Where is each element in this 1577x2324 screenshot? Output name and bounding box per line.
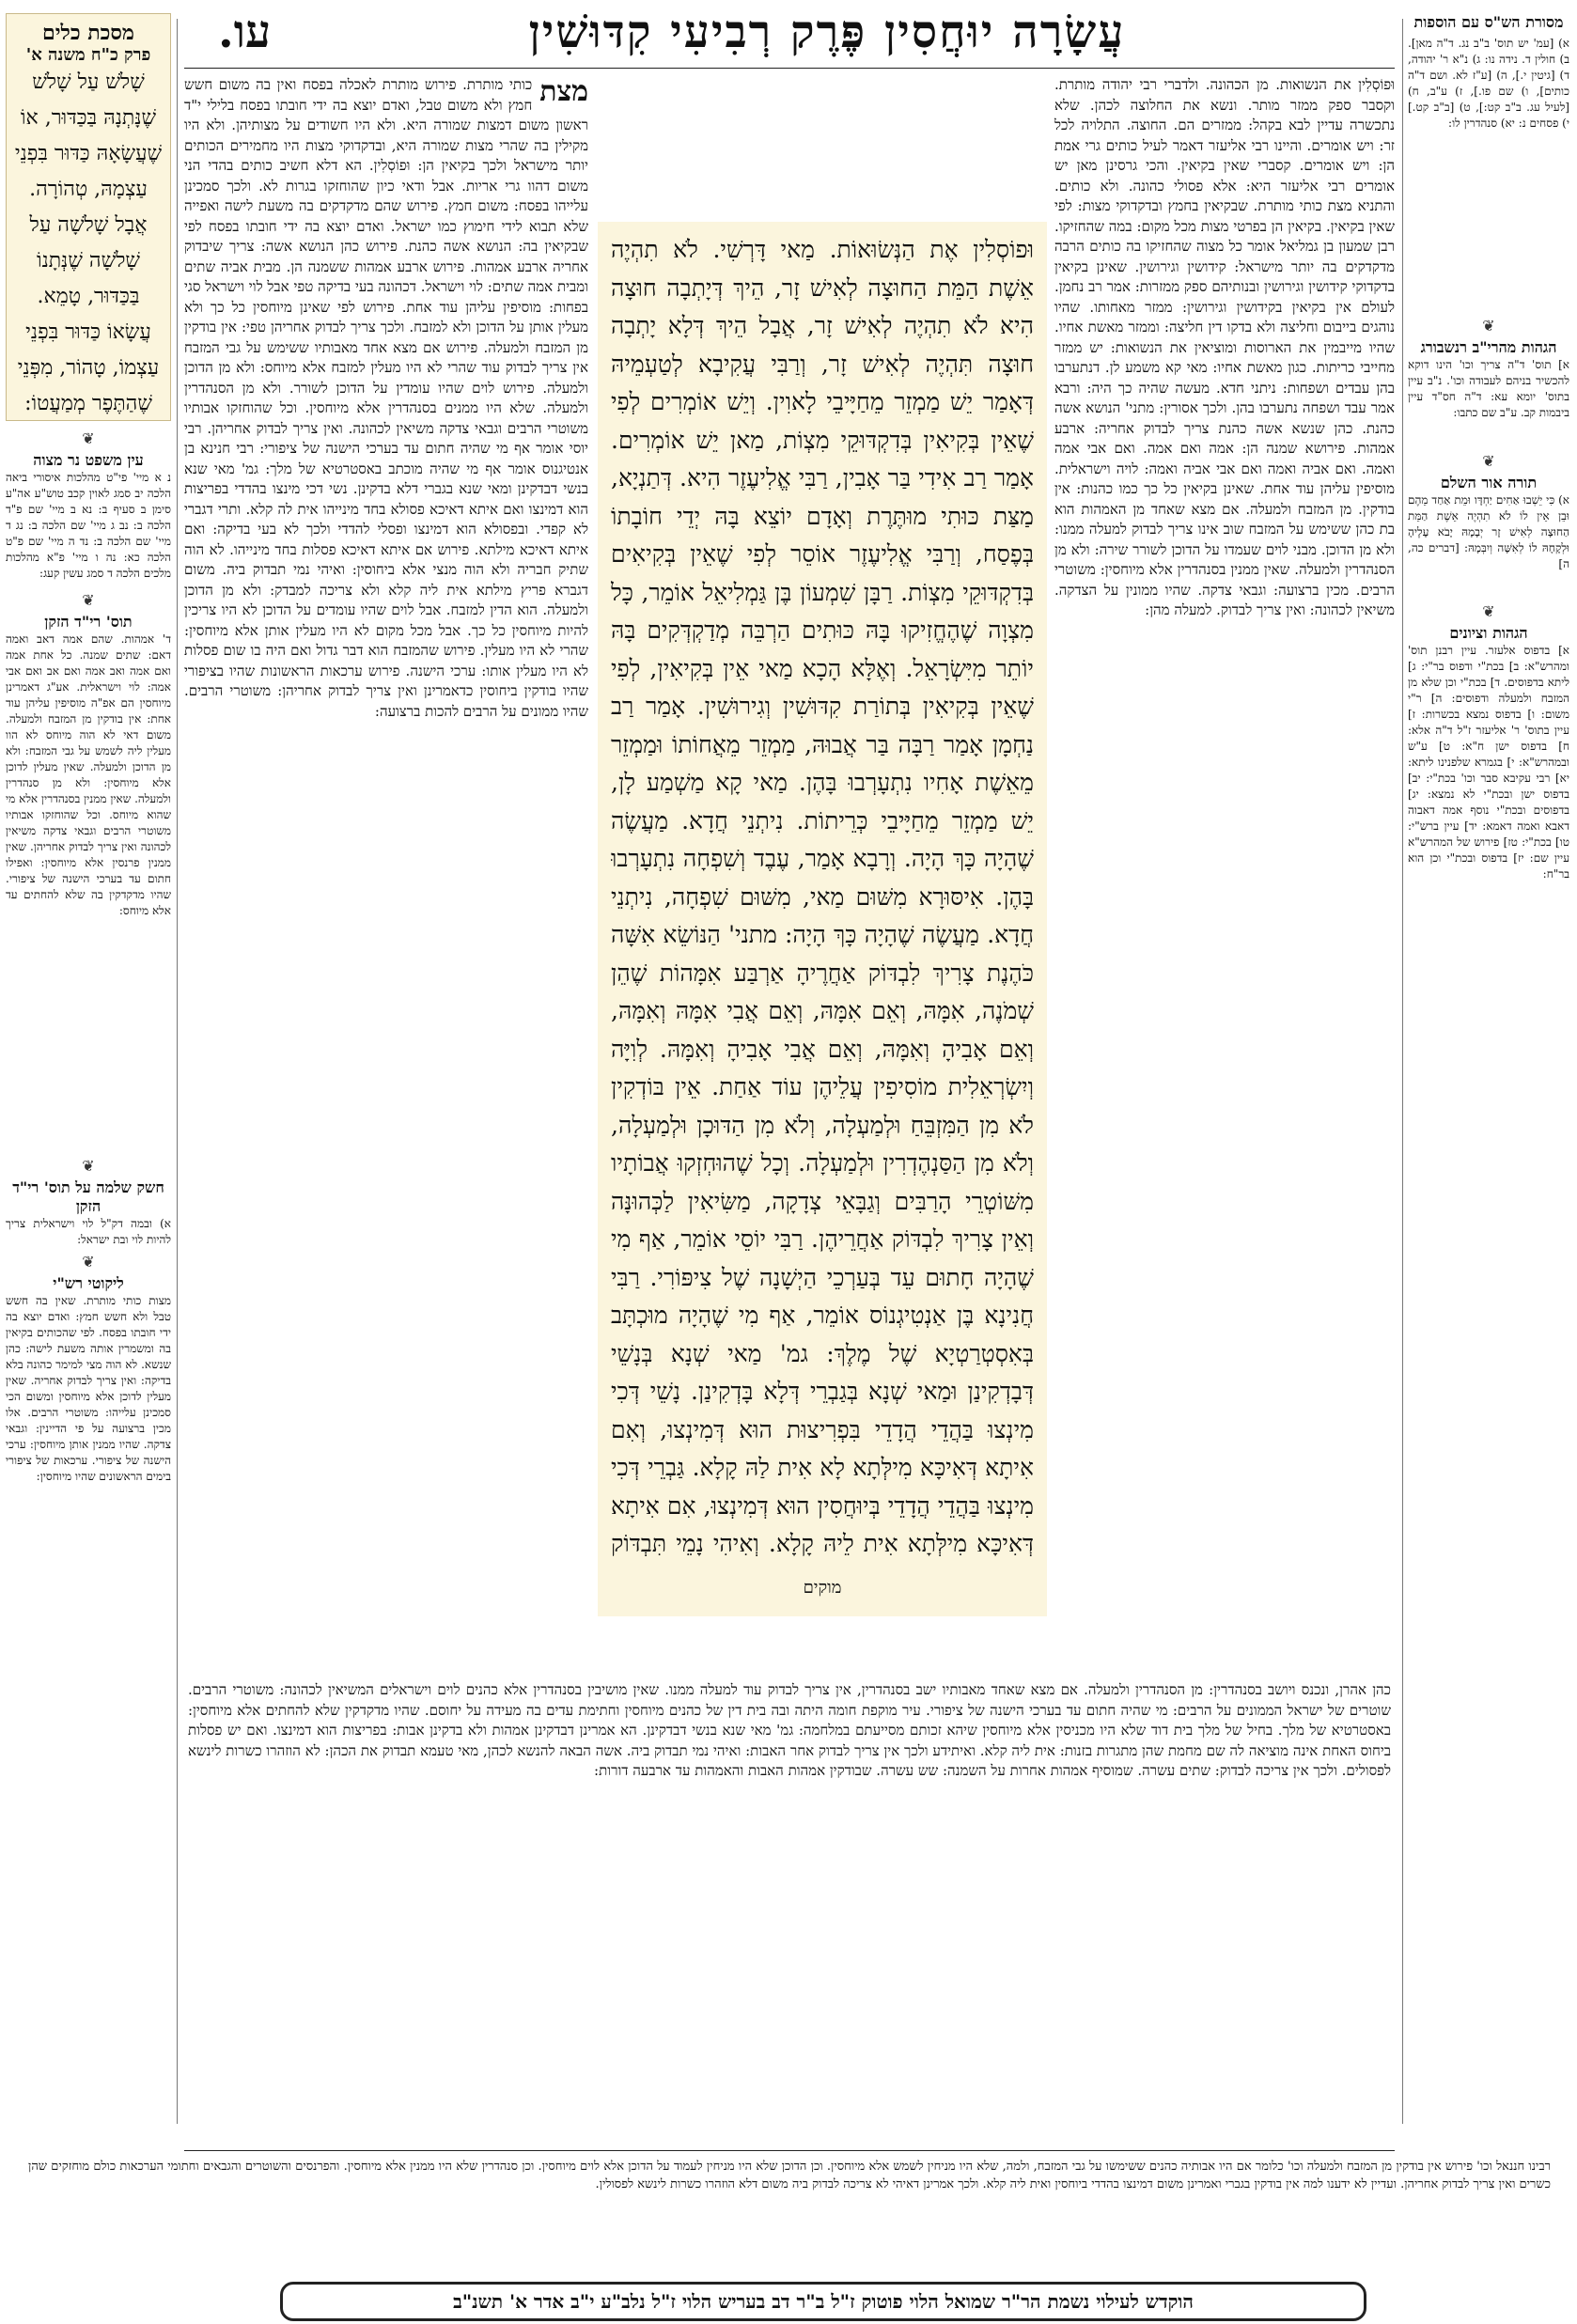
ornament-divider: ❦ — [1482, 602, 1495, 620]
likutei-rashi-body: מצות כותי מותרת. שאין בה חשש טבל ולא חשש חמץ: ואדם יוצא בה ידי חובתו בפסח. לפי שהכותים בקיאין בה ומשמרין אותה משעת לישה: כהן שנשא. לא הוה מצי למימר כהונה בלא בדיקה: ואין צריך לבדוק אחריה. שאין מעלין לדוכן אלא מיוחסין ומשום הכי סמכינן עלייהו: משוטרי הרבים. אלו מכין ברצועה על פי הדיינין: וגבאי צדקה. שהיו ממנין אותן מיוחסין: ערכי הישנה של ציפורי. ערכאות של ציפורי בימים הראשונים שהיו מיוחסין: — [6, 1294, 171, 1483]
choshen-shlomo-body: א) ובמה דק"ל לוי וישראלית צריך להיות לוי ובת ישראל: — [6, 1217, 171, 1246]
torah-or-body: א) כִּי יֵשְׁבוּ אַחִים יַחְדָּו וּמֵת אַחַד מֵהֶם וּבֵן אֵין לוֹ לֹא תִהְיֶה אֵשֶׁת הַמֵּת הַחוּצָה לְאִישׁ זָר יְבָמָהּ יָבֹא עָלֶיהָ וּלְקָחָהּ לוֹ לְאִשָּׁה וְיִבְּמָהּ: [דברים כה, ה] — [1408, 493, 1569, 570]
dedication-footer: הוקדש לעילוי נשמת הר"ר שמואל הלוי פוטוק ז"ל ב"ר דב בעריש הלוי ז"ל נלב"ע י"ב אדר א' תשנ"ב — [280, 2282, 1366, 2321]
rashi-commentary: וּפוֹסְלִין את הנשואות. מן הכהונה. ולדברי רבי יהודה מותרת. וקסבר ספק ממזר מותר. ונשא את החלוצה לכהן. שלא נתכשרה עדיין לבא בקהל: ממזרים הם. החוצה. התלויה לכל זר: ויש אומרים. והיינו רבי אליעזר דאמר לעיל כותים גרי אמת הן: ויש אומרים. קסברי שאין בקיאין. והכי גרסינן מאן יש אומרים רבי אליעזר היא: אלא פסולי כהונה. ולא כותים. והתניא מצת כותי מותרת. שבקיאין בחמץ ובדקדוקי מצות: לפי שאין בקיאין. בקיאין הן בפרטי מצות מכל מקום: במה שהחזיקו. רבן שמעון בן גמליאל אומר כל מצוה שהחזיקו בה כותים הרבה מדקדקים בה יותר מישראל: קידושין וגירושין. שאינן בקיאין בדקדוקי קידושין וגירושין ובנותיהם ספק ממזרות: אמר רב נחמן. לעולם אין בקיאין בקידושין וגירושין: ממזר מאחותו. שהיו נוהגים בייבום וחליצה ולא בדקו דין חליצה: וממזר מאשת אחיו. שהיו מייבמין את הארוסות ומוציאין את הנשואות: יש ממזר מחייבי כריתות. כגון מאשת אחיו: מאי קא משמע לן. דנתערבו בהן עבדים ושפחות: ניתני חדא. מעשה שהיה כך היה: ורבא אמר עבד ושפחה נתערבו בהן. ולכך אסורין: מתני' הנושא אשה כהנת. כהן שנשא אשה כהנת צריך לבדוק אחריה: ארבע אמהות. פירושא שמנה הן: אמה ואם אמה. ואם אבי אמה ואמה. ואם אביה ואמה ואם אבי אביה ואמה: לויה וישראלית. מוסיפין עליהן עוד אחת. שאינן בקיאין כל כך כמו כהנות: אין בודקין. מן המזבח ולמעלה. אם מצא שאחד מן האמהות הוא בת כהן ששימש על המזבח שוב אינו צריך לבדוק למעלה ממנו: ולא מן הדוכן. מבני לוים שעמדו על הדוכן לשורר שירה: ולא מן הסנהדרין ולמעלה. שאין ממנין בסנהדרין אלא מיוחסין: משוטרי הרבים. מכין ברצועה: וגבאי צדקה. שהיו ממונין על הצדקה. משיאין לכהונה: ואין צריך לבדוק. למעלה מהן: — [1054, 76, 1395, 618]
notes-rule — [184, 2150, 1395, 2151]
likutei-rashi-title: ליקוטי רש"י — [53, 1274, 124, 1292]
tosfot-rid-section — [6, 613, 171, 1158]
gemara-body: וּפוֹסְלִין אֶת הַנְּשׂוּאוֹת. מַאי דָּרְשִׁי. לֹא תִהְיֶה אֵשֶׁת הַמֵּת הַחוּצָה לְאִישׁ זָר, הֵיךְ דְּיָתְבָה חוּצָה הִיא לֹא תִהְיֶה לְאִישׁ זָר, אֲבָל הֵיךְ דְּלָא יָתְבָה חוּצָה תִּהְיֶה לְאִישׁ זָר, וְרַבִּי עֲקִיבָא לְטַעְמֵיהּ דְּאָמַר יֵשׁ מַמְזֵר מֵחַיָּיבֵי לָאוִין. וְיֵשׁ אוֹמְרִים לְפִי שֶׁאֵין בְּקִיאִין בְּדִקְדּוּקֵי מִצְוֹת, מַאן יֵשׁ אוֹמְרִים. אָמַר רַב אִידִי בַּר אָבִין, רַבִּי אֱלִיעֶזֶר הִיא. דְּתַנְיָא, מַצַּת כּוּתִי מוּתֶּרֶת וְאָדָם יוֹצֵא בָּהּ יְדֵי חוֹבָתוֹ בְּפֶסַח, וְרַבִּי אֱלִיעֶזֶר אוֹסֵר לְפִי שֶׁאֵין בְּקִיאִים בְּדִקְדּוּקֵי מִצְוֹת. רַבָּן שִׁמְעוֹן בֶּן גַּמְלִיאֵל אוֹמֵר, כָּל מִצְוָה שֶׁהֶחֱזִיקוּ בָּהּ כּוּתִים הַרְבֵּה מְדַקְדְּקִים בָּהּ יוֹתֵר מִיִּשְׂרָאֵל. וְאֶלָּא הָכָא מַאי אֵין בְּקִיאִין, לְפִי שֶׁאֵין בְּקִיאִין בְּתוֹרַת קִדּוּשִׁין וְגִירוּשִׁין. אָמַר רַב נַחְמָן אָמַר רַבָּה בַּר אֲבוּהּ, מַמְזֵר מֵאֲחוֹתוֹ וּמַמְזֵר מֵאֵשֶׁת אָחִיו נִתְעָרְבוּ בָּהֶן. מַאי קָא מַשְׁמַע לָן, יֵשׁ מַמְזֵר מֵחַיָּיבֵי כְּרֵיתוֹת. נִיתְנֵי חֲדָא. מַעֲשֶׂה שֶׁהָיָה כָּךְ הָיָה. וְרָבָא אָמַר, עֶבֶד וְשִׁפְחָה נִתְעָרְבוּ בָּהֶן. אִיסּוּרָא מִשּׁוּם מַאי, מִשּׁוּם שִׁפְחָה, נִיתְנֵי חֲדָא. מַעֲשֶׂה שֶׁהָיָה כָּךְ הָיָה: מתני' הַנּוֹשֵׂא אִשָּׁה כֹּהֶנֶת צָרִיךְ לִבְדּוֹק אַחֲרֶיהָ אַרְבַּע אִמָּהוֹת שֶׁהֵן שְׁמֹנֶה, אִמָּהּ, וְאֵם אִמָּהּ, וְאֵם אֲבִי אִמָּהּ וְאִמָּהּ, וְאֵם אָבִיהָ וְאִמָּהּ, וְאֵם אֲבִי אָבִיהָ וְאִמָּהּ. לְוִיָּה וְיִשְׂרְאֵלִית מוֹסִיפִין עֲלֵיהֶן עוֹד אַחַת. אֵין בּוֹדְקִין לֹא מִן הַמִּזְבֵּחַ וּלְמַעְלָה, וְלֹא מִן הַדּוּכָן וּלְמַעְלָה, וְלֹא מִן הַסַּנְהֶדְרִין וּלְמַעְלָה. וְכָל שֶׁהוּחְזְקוּ אֲבוֹתָיו מִשּׁוֹטְרֵי הָרַבִּים וְגַבָּאֵי צְדָקָה, מַשִּׂיאִין לַכְּהוּנָּה וְאֵין צָרִיךְ לִבְדּוֹק אַחֲרֵיהֶן. רַבִּי יוֹסֵי אוֹמֵר, אַף מִי שֶׁהָיָה חָתוּם עֵד בְּעַרְכֵי הַיְשָׁנָה שֶׁל צִיפּוֹרִי. רַבִּי חֲנִינָא בֶּן אַנְטִיגְנוֹס אוֹמֵר, אַף מִי שֶׁהָיָה מוּכְתָּב בְּאִסְטְרַטְיָא שֶׁל מֶלֶךְ: גמ' מַאי שְׁנָא בְּנָשֵׁי דְּבָדְקִינַן וּמַאי שְׁנָא בְּגַבְרֵי דְּלָא בָּדְקִינַן. נָשֵׁי דְּכִי מִינְצוּ בַּהֲדֵי הֲדָדֵי בִּפְרִיצוּת הוּא דְּמִינְצוּ, וְאִם אִיתָא דְּאִיכָּא מִילְּתָא לָא אִית לַהּ קָלָא. גַּבְרֵי דְּכִי מִינְצוּ בַּהֲדֵי הֲדָדֵי בְּיוּחֲסִין הוּא דְּמִינְצוּ, אִם אִיתָא דְּאִיכָּא מִילְּתָא אִית לֵיהּ קָלָא. וְאִיהִי נָמֵי תִּבְדּוֹק — [611, 236, 1034, 1557]
hagahot-maharib-section — [1408, 338, 1569, 453]
kelim-title: מסכת כלים — [42, 21, 134, 45]
ornament-divider: ❦ — [82, 1253, 95, 1271]
right-margin-column — [1408, 13, 1569, 1075]
gemara-main-text — [598, 222, 1047, 1616]
kelim-subtitle: פרק כ"ח משנה א' — [25, 45, 151, 65]
ornament-divider: ❦ — [82, 591, 95, 609]
page-title: עֲשָׂרָה יוּחֲסִין פֶּרֶק רְבִיעִי קִדּוּשִׁין — [528, 6, 1126, 58]
left-margin-divider — [177, 19, 178, 2124]
folio-number: עו. — [218, 6, 272, 58]
masoret-hashas-section — [1408, 13, 1569, 318]
ein-mishpat-body: נ א מיי' פי"ט מהלכות איסורי ביאה הלכה יב סמג לאוין קכב טוש"ע אה"ע סימן ב סעיף ב: נא ב מיי' שם פ"ד הלכה ב: נב ג מיי' שם הלכה ב: נג ד מיי' שם הלכה ב: נד ה מיי' שם פ"ט הלכה כא: נה ו מיי' פ"א מהלכות מלכים הלכה ד סמג עשין קעג: — [6, 471, 171, 580]
hagahot-maharib-title: הגהות מהרי"ב רנשבורג — [1420, 338, 1557, 356]
bottom-notes: רבינו חננאל וכו' פירוש אין בודקין מן המזבח ולמעלה וכו' כלומר אם היו אבותיה כהנים ששימשו על גבי המזבח, ולמה, שלא היו מניחין לשמש אלא מיוחסין. וכן הדוכן שלא היו מניחין לעמוד על הדוכן אלא לוים מיוחסין. וכן סנהדרין שלא היו ממנין אלא מיוחסין. והפרנסים והשוטרים והגבאים וחתומי הערכאות כולם מוחזקים שהן כשרים ואין צריך לבדוק אחריהן. ועדיין לא ידענו למה אין בודקין בגברי ואמרינן משום דמינצו בהדדי ביוחסין ואית ליה קלא. ולכך אמרינן דאיהי לא צריכה לבדוק ביה משום דלא הוזהרו כשרות לינשא לפסולין. — [28, 2160, 1551, 2191]
hagahot-ziyunim-title: הגהות וציונים — [1449, 624, 1528, 642]
header-rule — [184, 68, 1395, 69]
kelim-body: שָׁלֹשׁ עַל שָׁלֹשׁ שֶׁנָּתְנָהּ בַּכַּדּוּר, אוֹ שֶׁעֲשָׂאָהּ כַּדּוּר בִּפְנֵי עַצְמָהּ, טְהוֹרָה. אֲבָל שָׁלֹשָׁה עַל שָׁלֹשָׁה שֶׁנְּתָנוֹ בַּכַּדּוּר, טָמֵא. עֲשָׂאוֹ כַּדּוּר בִּפְנֵי עַצְמוֹ, טָהוֹר, מִפְּנֵי שֶׁהַתֶּפֶר מְמַעֲטוֹ: — [14, 70, 163, 415]
hagahot-ziyunim-section — [1408, 624, 1569, 1056]
likutei-rashi-section — [6, 1274, 171, 1970]
choshen-shlomo-title: חשק שלמה על תוס' רי"ד הזקן — [12, 1178, 164, 1215]
choshen-shlomo-section — [6, 1178, 171, 1254]
ein-mishpat-section — [6, 451, 171, 592]
page-header — [0, 0, 1577, 68]
gemara-catchword: מוקים — [803, 1578, 842, 1598]
tosafot-body: כותי מותרת. פירוש מותרת לאכלה בפסח ואין בה משום חשש חמץ ולא משום טבל, ואדם יוצא בה ידי חובתו בפסח בלילי י"ד ראשון משום דמצות שמורה היא. ולא היו חשודים על מצותיהן. ולא היו מקילין בה שהרי מצות שמורה היא, ובדקדוקי מצות היו מחמירים הכותים יותר מישראל ולכך בקיאין הן: וּפוֹסְלִין. הא דלא חשיב כותים בהדי הני משום דהוו גרי אריות. אבל ודאי כיון שהוחזקו בגרות לא. ולכך סמכינן עלייהו בפסח: משום חמץ. פירוש שהם מדקדקים בה משעת לישה ואפייה שלא תבוא לידי חימוץ כמו ישראל. ואדם יוצא בה ידי חובתו בפסח לפי שבקיאין בה: הנושא אשה כהנת. פירוש כהן הנושא אשה: צריך שיבדוק אחריה ארבע אמהות. פירוש ארבע אמהות ששמנה הן. מבית אביה שתים ומבית אמה שתים: לוי וישראל. דכהונה בעי בדיקה טפי אבל לוי וישראל סגי בפחות: מוסיפין עליהן עוד אחת. פירוש לפי שאינן מיוחסין כל כך ולא מעלין אותן על הדוכן ולא למזבח. ולכך צריך לבדוק אחריהן טפי: אין בודקין מן המזבח ולמעלה. פירוש אם מצא אחד מאבותיו ששימש על גבי המזבח אין צריך לבדוק עוד שהרי לא היו מעלין למזבח אלא מיוחס: ולא מן הדוכן ולמעלה. פירוש לוים שהיו עומדין על הדוכן לשורר. ולא מן הסנהדרין ולמעלה. שלא היו ממנים בסנהדרין אלא מיוחסין. וכל שהוחזקו אבותיו משוטרי הרבים וגבאי צדקה משיאין לכהונה. ואין צריך לבדוק אחריהן. רבי יוסי אומר אף מי שהיה חתום עד בערכי הישנה של ציפורי: רבי חנינא בן אנטיגנוס אומר אף מי שהיה מוכתב באסטרטיא של מלך: גמ' מאי שנא בנשי דבדקינן ומאי שנא בגברי דלא בדקינן. נשי דכי מינצו בהדדי בפריצות הוא דמינצו ואם איתא דאיכא פסולא בחד מינייהו אית לה קלא. ותרי דגברי לא קפדי. ובפסולא הוא דמינצו ופסלי להדדי ולכך לא בעי בדיקה: ואם איתא דאיכא מילתא. פירוש אם איתא דאיכא פסלות בחד מינייהו. לא הוה שתיק חבריה ולא הוה מנצי אלא ביחוסין: ואיהי נמי תבדוק ביה. משום דגברא פריץ מילתא אית ליה קלא ולא צריכה למבדק: ולא מן הדוכן ולמעלה. הוא הדין למזבח. אבל לוים שהיו עומדים על הדוכן לא היו צריכין להיות מיוחסין כל כך. אבל מכל מקום לא היו מעלין אותן אלא מיוחסין: שהרי לא היו מעלין. פירוש שהמזבח הוא דבר גדול ואם היה בו שום פסלות לא היו מעלין אותו: ערכי הישנה. פירוש ערכאות הראשונות שהיו בציפורי שהיו בודקין ביחוסין כדאמרינן ואין צריך לבדוק אחריהן: משוטרי הרבים. שהיו ממונים על הרבים להכות ברצועה: — [184, 76, 588, 720]
ornament-divider: ❦ — [82, 1157, 95, 1175]
masoret-body: א) [עמ' יש תוס' ב"ב נג. ד"ה מאן]. ב) חולין ד. נידה נו: ג) נ"א ר' יהודה, ד) [גיטין י.], ה) [ע"ז לא. ושם ד"ה כותים], ו) שם פו.], ז) ע"ב, ח) [לעיל עג. ב"ב קט:], ט) [ב"ב קט.] י) פסחים נ: יא) סנהדרין לו: — [1408, 37, 1569, 130]
ornament-divider: ❦ — [1482, 317, 1495, 335]
right-margin-divider — [1402, 19, 1403, 2124]
masoret-title: מסורת הש"ס עם הוספות — [1413, 13, 1564, 31]
left-margin-column — [6, 13, 171, 2081]
tosfot-rid-body: ד' אמהות. שהם אמה דאב ואמה דאם: שתים שמנה. כל אחת אמה ואם אמה ואב אמה ואם אב ואם אבי אמה: לוי וישראלית. אע"ג דאמרינן מיוחסין הם אפ"ה מוסיפין עליהן עוד אחת: אין בודקין מן המזבח ולמעלה. משום דאי לא הוה מיוחס לא הוו מעלין ליה לשמש על גבי המזבח: ולא מן הדוכן ולמעלה. שאין מעלין לדוכן אלא מיוחסין: ולא מן סנהדרין ולמעלה. שאין ממנין בסנהדרין אלא מי שהוא מיוחס. וכל שהוחזקו אבותיו משוטרי הרבים וגבאי צדקה משיאין לכהונה ואין צריך לבדוק אחריהן. שאין ממנין פרנסין אלא מיוחסין: ואפילו חתום עד בערכי הישנה של ציפורי. שהיו מדקדקין בה שלא להחתים עד אלא מיוחס: — [6, 632, 171, 917]
hagahot-ziyunim-body: א] בדפוס אלעזר. עיין רבנן תוס' ומהרש"א: ב] בכת"י ודפוס בר"י: ג] ליתא בדפוסים. ד] בכת"י וכן שלא מן המזבח ולמעלה ודפוסים: ה] ר"י משום: ו] בדפוס נמצא בכשרות: ז] עיין בתוס' ר' אליעזר ז"ל ד"ה אלא: ח] בדפוס ישן ח"א: ט] ע"ש ובמהרש"א: י] בגמרא שלפנינו ליתא: יא] רבי עקיבא סבר וכו' בכת"י: יב] בדפוס ישן ובכת"י לא נמצא: יג] בדפוסים ובכת"י נוסף אמה דאבוה דאבא ואמה דאמא: יד] עיין ברש"י: טו] בכת"י: טז] פירוש של המהרש"א עיין שם: יז] בדפוס ובכת"י וכן הוא בר"ח: — [1408, 644, 1569, 881]
kelim-mishnah-box — [6, 13, 171, 421]
tosafot-dibur-hamatchil: מצת — [539, 75, 588, 108]
ein-mishpat-title: עין משפט נר מצוה — [33, 451, 144, 469]
torah-or-title: תורה אור השלם — [1440, 474, 1538, 491]
ornament-divider: ❦ — [82, 429, 95, 447]
tosfot-rid-title: תוס' רי"ד הזקן — [44, 613, 133, 631]
torah-or-section — [1408, 474, 1569, 603]
ornament-divider: ❦ — [1482, 452, 1495, 470]
hagahot-maharib-body: א] תוס' ד"ה צריך וכו' הינו דוקא להכשיר בניהם לעבודה וכו'. נ"ב עיין בתוס' יומא עא: ד"ה חס"ד עיין ביבמות קב. ע"ב שם כתבו: — [1408, 358, 1569, 419]
tosafot-commentary — [184, 75, 588, 1673]
rashi-continuation: כהן אהרן, ונכנס ויושב בסנהדרין: מן הסנהדרין ולמעלה. אם מצא שאחד מאבותיו ישב בסנהדרין, אין צריך לבדוק עוד למעלה ממנו. שאין מושיבין בסנהדרין אלא כהנים לוים וישראלים המשיאין לכהונה: משוטרי הרבים. שוטרים של ישראל הממונים על הרבים: מי שהיה חתום עד בערכי הישנה של ציפורי. עיר מוקפת חומה היתה ובה בית דין של כהנים מיוחסין וחתימת עדים בה מעידה על יחוסם. שהיו מדקדקין שלא להחתים אלא מיוחסין: באסטרטיא של מלך. בחיל של מלך בית דוד שלא היו מכניסין אלא מיוחסין שיהא זכותם מסייעתם במלחמה: גמ' מאי שנא בנשי דבדקינן. הא אמרינן דבדקינן אמהות ולא בדקינן אבות: בפריצות הוא דמינצו. ואם יש פסלות ביחוס האחת אינה מוציאה לה שם מחמת שהן מתגרות בזנות: אית ליה קלא. ואיתידע ולכך אין צריך לבדוק אחר האבות: ואיהי נמי תבדוק ביה. אשה הבאה להנשא לכהן, מאי טעמא תבדוק את הכהן: לא הוזהרו כשרות לינשא לפסולים. ולכך אין צריכה לבדוק: שתים עשרה. שמוסיף אמהות אחרות על השמנה: שש עשרה. שבודקין אמהות האבות והאמהות עד ארבעה דורות: — [188, 1681, 1391, 1779]
